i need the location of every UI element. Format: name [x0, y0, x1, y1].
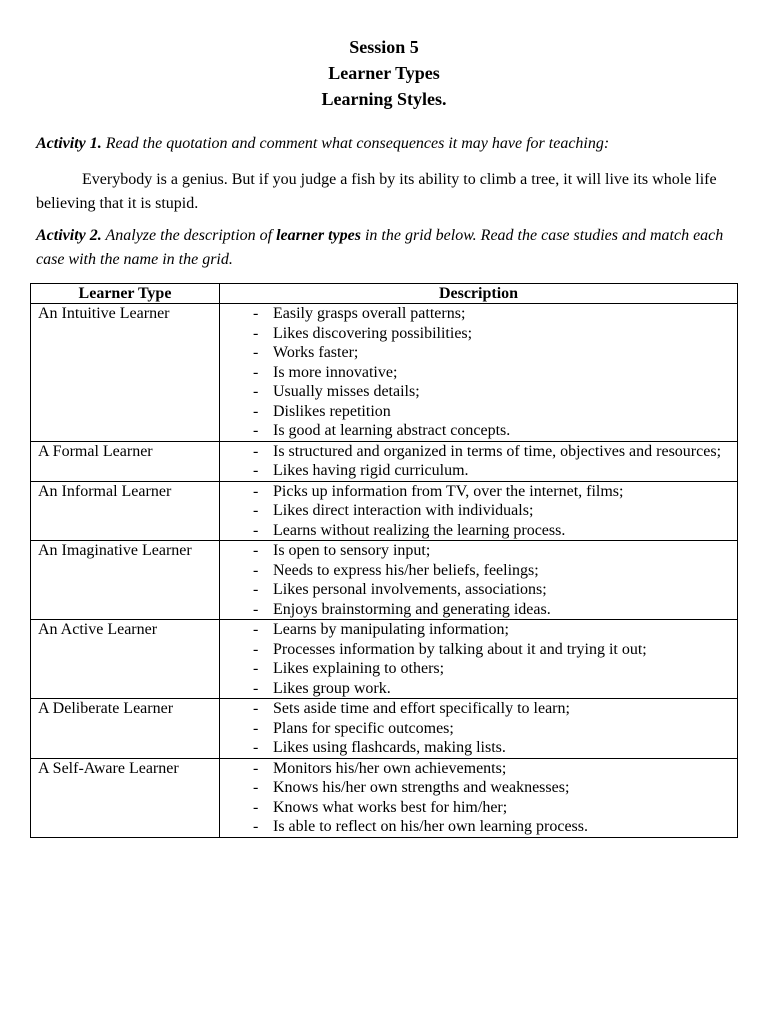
- list-item-text: Likes personal involvements, associations;: [273, 581, 547, 598]
- list-item-text: Sets aside time and effort specifically to learn;: [273, 700, 570, 717]
- list-item: [227, 659, 737, 679]
- description-list: [227, 620, 737, 698]
- description-cell: [220, 481, 738, 541]
- dash-bullet: -: [253, 719, 259, 737]
- activity-2-label: Activity 2.: [36, 227, 102, 244]
- list-item: [227, 580, 737, 600]
- dash-bullet: -: [253, 660, 259, 677]
- dash-bullet: -: [253, 462, 259, 479]
- learner-type-cell: An Informal Learner: [31, 481, 220, 541]
- description-cell: [220, 620, 738, 699]
- list-item: [227, 600, 737, 620]
- list-item-text: Processes information by talking about it and trying it out;: [273, 640, 647, 658]
- dash-bullet: -: [253, 621, 259, 638]
- list-item-text: Easily grasps overall patterns;: [273, 305, 466, 322]
- dash-bullet: -: [253, 383, 259, 400]
- list-item: [227, 521, 737, 541]
- activity-2-instruction: [36, 224, 736, 272]
- description-cell: [220, 758, 738, 837]
- learner-type-cell: A Deliberate Learner: [31, 699, 220, 759]
- list-item: [227, 324, 737, 344]
- dash-bullet: -: [253, 640, 259, 658]
- learner-type-cell: An Imaginative Learner: [31, 541, 220, 620]
- dash-bullet: -: [253, 442, 259, 460]
- list-item-text: Is open to sensory input;: [273, 542, 431, 559]
- list-item: [227, 402, 737, 422]
- list-item-text: Dislikes repetition: [273, 402, 391, 420]
- learner-type-cell: An Intuitive Learner: [31, 304, 220, 442]
- table-header-row: [31, 284, 738, 304]
- list-item-text: Knows what works best for him/her;: [273, 798, 508, 816]
- description-cell: [220, 541, 738, 620]
- dash-bullet: -: [253, 521, 259, 539]
- learner-types-table: [30, 283, 738, 838]
- list-item: [227, 620, 737, 640]
- dash-bullet: -: [253, 581, 259, 598]
- list-item: [227, 778, 737, 798]
- list-item: [227, 561, 737, 581]
- list-item-text: Likes direct interaction with individuals;: [273, 502, 534, 519]
- list-item: [227, 798, 737, 818]
- description-list: [227, 442, 737, 481]
- table-body: [31, 304, 738, 838]
- list-item: [227, 679, 737, 699]
- dash-bullet: -: [253, 561, 259, 579]
- description-list: [227, 304, 737, 441]
- list-item: [227, 541, 737, 561]
- list-item: [227, 461, 737, 481]
- list-item-text: Likes explaining to others;: [273, 660, 445, 677]
- list-item: [227, 343, 737, 363]
- description-list: [227, 699, 737, 758]
- dash-bullet: -: [253, 542, 259, 559]
- list-item-text: Plans for specific outcomes;: [273, 719, 454, 737]
- list-item-text: Picks up information from TV, over the internet, films;: [273, 482, 624, 500]
- list-item-text: Is more innovative;: [273, 363, 398, 381]
- list-item: [227, 382, 737, 402]
- list-item-text: Needs to express his/her beliefs, feelings;: [273, 561, 539, 579]
- list-item-text: Likes discovering possibilities;: [273, 324, 473, 342]
- list-item-text: Learns by manipulating information;: [273, 621, 509, 638]
- header-learner-type: Learner Type: [31, 284, 220, 304]
- activity-1-label: Activity 1.: [36, 135, 102, 152]
- list-item: [227, 719, 737, 739]
- list-item: [227, 304, 737, 324]
- description-cell: [220, 304, 738, 442]
- list-item: [227, 759, 737, 779]
- description-cell: [220, 699, 738, 759]
- table-row: [31, 620, 738, 699]
- list-item: [227, 482, 737, 502]
- description-list: [227, 541, 737, 619]
- list-item-text: Likes using flashcards, making lists.: [273, 739, 506, 756]
- dash-bullet: -: [253, 344, 259, 361]
- list-item: [227, 738, 737, 758]
- dash-bullet: -: [253, 700, 259, 717]
- title-block: [0, 34, 768, 112]
- dash-bullet: -: [253, 779, 259, 796]
- list-item: [227, 442, 737, 462]
- description-list: [227, 482, 737, 541]
- dash-bullet: -: [253, 600, 259, 618]
- list-item-text: Enjoys brainstorming and generating ideas.: [273, 600, 551, 618]
- dash-bullet: -: [253, 305, 259, 322]
- description-list: [227, 759, 737, 837]
- dash-bullet: -: [253, 798, 259, 816]
- quotation: Everybody is a genius. But if you judge a fish by its ability to climb a tree, it will live its whole life believing that it is stupid.: [36, 171, 717, 212]
- list-item: [227, 421, 737, 441]
- activity-1-instruction: [36, 132, 736, 156]
- table-row: [31, 541, 738, 620]
- list-item-text: Likes group work.: [273, 679, 391, 697]
- list-item-text: Works faster;: [273, 344, 359, 361]
- dash-bullet: -: [253, 759, 259, 777]
- page-title: Learner Types: [328, 63, 440, 83]
- list-item-text: Is able to reflect on his/her own learning process.: [273, 818, 589, 835]
- table-row: [31, 758, 738, 837]
- description-cell: [220, 441, 738, 481]
- table-row: [31, 481, 738, 541]
- dash-bullet: -: [253, 679, 259, 697]
- list-item-text: Knows his/her own strengths and weaknesses;: [273, 779, 570, 796]
- dash-bullet: -: [253, 324, 259, 342]
- learner-type-cell: A Self-Aware Learner: [31, 758, 220, 837]
- activity-2-text-after: in the grid below. Read the case studies and match each case with the name in the grid.: [36, 227, 724, 268]
- activity-2-text-before: Analyze the description of: [101, 227, 277, 244]
- list-item-text: Learns without realizing the learning process.: [273, 521, 566, 539]
- dash-bullet: -: [253, 422, 259, 439]
- list-item-text: Monitors his/her own achievements;: [273, 759, 507, 777]
- session-heading: Session 5: [349, 37, 419, 57]
- dash-bullet: -: [253, 402, 259, 420]
- list-item: [227, 699, 737, 719]
- activity-2-emphasis: learner types: [276, 227, 361, 244]
- dash-bullet: -: [253, 502, 259, 519]
- header-description: Description: [220, 284, 738, 304]
- table-row: [31, 699, 738, 759]
- list-item-text: Is good at learning abstract concepts.: [273, 422, 511, 439]
- learner-type-cell: An Active Learner: [31, 620, 220, 699]
- dash-bullet: -: [253, 363, 259, 381]
- list-item: [227, 817, 737, 837]
- list-item: [227, 501, 737, 521]
- dash-bullet: -: [253, 739, 259, 756]
- list-item-text: Usually misses details;: [273, 383, 420, 400]
- list-item-text: Likes having rigid curriculum.: [273, 462, 469, 479]
- activity-1-text: Read the quotation and comment what consequences it may have for teaching:: [101, 135, 610, 152]
- list-item-text: Is structured and organized in terms of time, objectives and resources;: [273, 442, 722, 460]
- page-subtitle: Learning Styles.: [321, 89, 447, 109]
- list-item: [227, 640, 737, 660]
- table-row: [31, 441, 738, 481]
- learner-type-cell: A Formal Learner: [31, 441, 220, 481]
- dash-bullet: -: [253, 818, 259, 835]
- table-row: [31, 304, 738, 442]
- list-item: [227, 363, 737, 383]
- dash-bullet: -: [253, 482, 259, 500]
